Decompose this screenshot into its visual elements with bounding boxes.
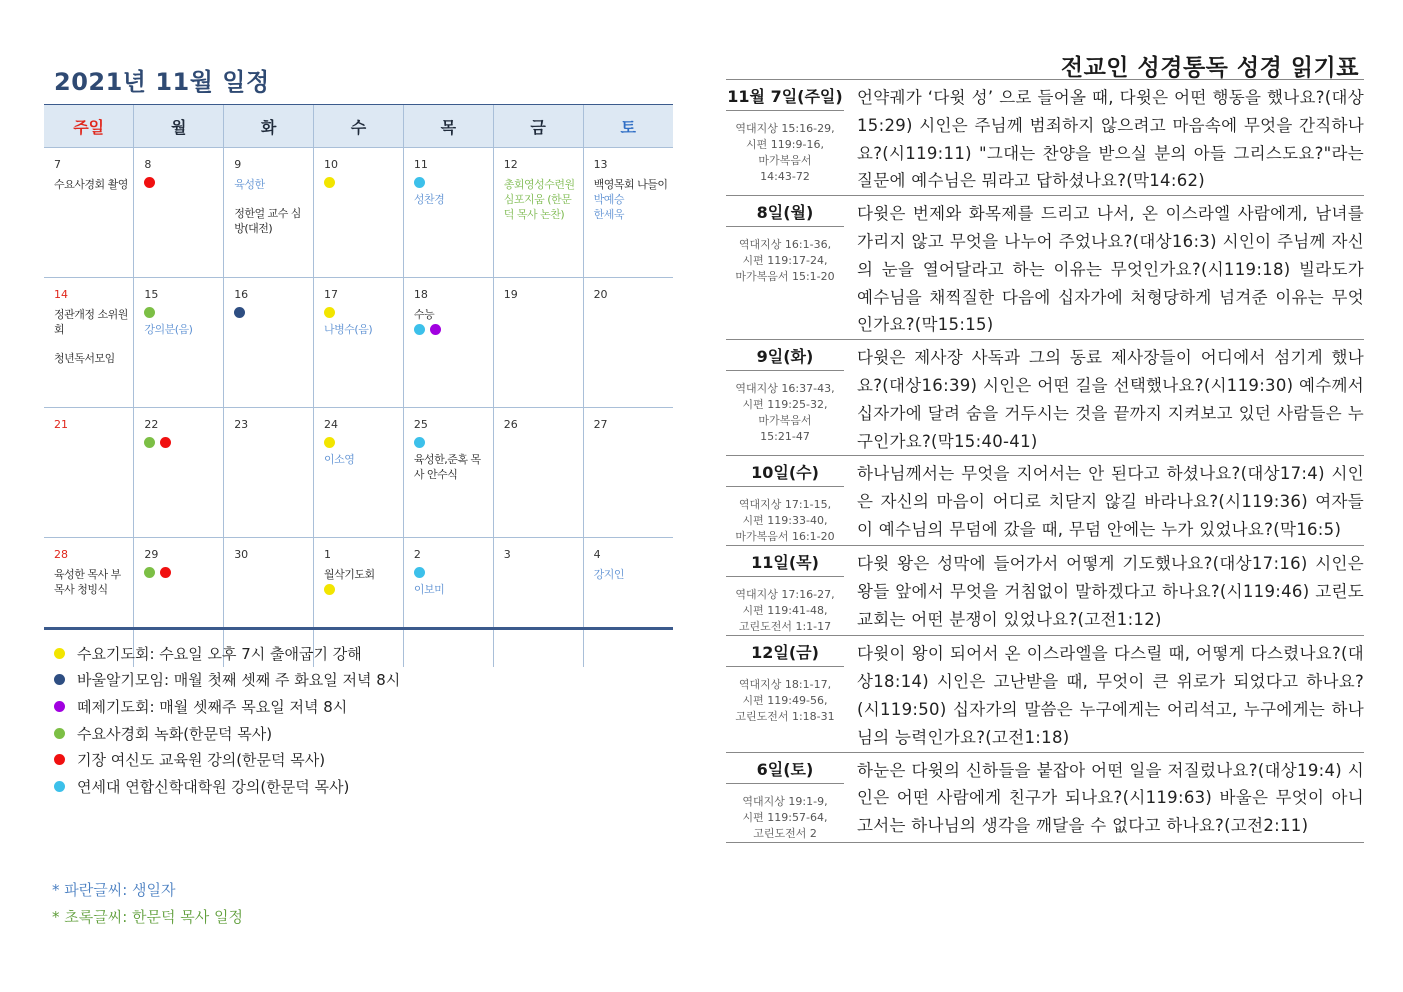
day-number: 29 <box>144 548 159 561</box>
weekday-thu: 목 <box>403 105 493 148</box>
event-dots <box>144 177 219 189</box>
legend <box>54 640 400 800</box>
calendar-day <box>134 278 224 408</box>
reading-passages <box>726 111 844 185</box>
reading-date: 8일(월) <box>726 200 844 227</box>
reading-date: 11월 7일(주일) <box>726 84 844 111</box>
legend-item <box>54 773 400 800</box>
weekday-wed: 수 <box>314 105 404 148</box>
day-number: 22 <box>144 418 159 431</box>
legend-label: 바울알기모임: 매월 첫째 셋째 주 화요일 저녁 8시 <box>77 671 401 690</box>
day-number: 26 <box>503 418 518 431</box>
calendar-week <box>44 148 673 278</box>
calendar-event: 육성한,준혹 목사 안수식 <box>413 453 481 481</box>
reading-date-cell <box>726 636 844 751</box>
calendar-day <box>134 148 224 278</box>
day-number: 11 <box>413 158 428 171</box>
day-number: 10 <box>324 158 339 171</box>
passage-line: 마가복음서 <box>758 154 812 167</box>
passage-line: 역대지상 16:37-43, <box>735 382 835 396</box>
reading-passages <box>726 577 844 635</box>
calendar-body <box>44 148 673 668</box>
calendar-day <box>44 408 134 538</box>
green-dot-icon <box>144 437 155 448</box>
navy-dot-icon <box>54 674 65 685</box>
reading-row <box>726 340 1364 456</box>
calendar-day <box>403 278 493 408</box>
reading-date: 12일(금) <box>726 640 844 667</box>
event-dots <box>234 307 309 319</box>
red-dot-icon <box>144 177 155 188</box>
calendar-day <box>403 148 493 278</box>
calendar-day <box>314 408 404 538</box>
legend-label: 연세대 연합신학대학원 강의(한문덕 목사) <box>77 777 350 796</box>
calendar-day <box>314 148 404 278</box>
day-number: 2 <box>413 548 421 561</box>
calendar-day <box>314 278 404 408</box>
red-dot-icon <box>160 437 171 448</box>
passage-line: 고린도전서 2 <box>753 826 817 840</box>
yellow-dot-icon <box>324 177 335 188</box>
event-dots <box>324 177 399 189</box>
calendar-grid <box>44 105 673 667</box>
weekday-mon: 월 <box>134 105 224 148</box>
calendar-event: 박예승 <box>593 193 624 206</box>
cyan-dot-icon <box>414 567 425 578</box>
calendar-week <box>44 408 673 538</box>
reading-row <box>726 636 1364 752</box>
passage-line: 시편 119:17-24, <box>742 254 828 268</box>
legend-item <box>54 667 400 694</box>
reading-passages <box>726 667 844 725</box>
reading-date-cell <box>726 753 844 842</box>
passage-line: 역대지상 17:1-15, <box>738 498 832 512</box>
event-dots <box>324 307 399 319</box>
calendar-day <box>44 278 134 408</box>
reading-date: 6일(토) <box>726 757 844 784</box>
weekday-tue: 화 <box>224 105 314 148</box>
purple-dot-icon <box>54 701 65 712</box>
event-dots <box>414 567 489 579</box>
event-dots <box>144 567 219 579</box>
event-dots <box>414 177 489 189</box>
day-number: 7 <box>54 158 61 171</box>
calendar-event: 월삭기도회 <box>324 568 375 581</box>
reading-title: 전교인 성경통독 성경 읽기표 <box>1060 55 1359 81</box>
reading-table <box>726 79 1364 843</box>
purple-dot-icon <box>430 324 441 335</box>
note-line: * 파란글씨: 생일자 <box>52 881 176 899</box>
day-number: 25 <box>413 418 428 431</box>
reading-date-cell <box>726 456 844 545</box>
reading-passages <box>726 784 844 842</box>
day-number: 21 <box>54 418 68 431</box>
calendar-day <box>403 538 493 668</box>
passage-line: 시편 119:33-40, <box>742 514 828 528</box>
calendar-day <box>224 148 314 278</box>
reading-questions: 다윗은 제사장 사독과 그의 동료 제사장들이 어디에서 섬기게 했나요?(대상16:39) 시인은 어떤 길을 선택했나요?(시119:30) 예수께서 십자가에 달려 숨을 거두시는 것을 끝까지 지켜보고 있던 사람들은 누구인가요?(막15:40-41) <box>857 348 1364 451</box>
day-number: 28 <box>54 548 68 561</box>
event-dots <box>414 324 489 336</box>
calendar-day <box>134 408 224 538</box>
legend-item <box>54 640 400 667</box>
day-number: 18 <box>413 288 428 301</box>
cyan-dot-icon <box>414 177 425 188</box>
event-dots <box>324 584 399 596</box>
notes <box>52 877 243 931</box>
cyan-dot-icon <box>54 781 65 792</box>
legend-label: 떼제기도회: 매월 셋째주 목요일 저녁 8시 <box>77 697 348 716</box>
day-number: 8 <box>144 158 152 171</box>
calendar-event: 정관개정 소위원회 <box>54 308 128 336</box>
calendar-event: 강의분(음) <box>144 323 193 336</box>
day-number: 9 <box>234 158 242 171</box>
calendar-event: 이보미 <box>413 583 445 596</box>
day-number: 30 <box>234 548 249 561</box>
calendar-day <box>583 148 673 278</box>
passage-line: 역대지상 15:16-29, <box>735 122 835 135</box>
reading-date-cell <box>726 546 844 635</box>
reading-questions: 다윗은 번제와 화목제를 드리고 나서, 온 이스라엘 사람에게, 남녀를 가리지 않고 무엇을 나누어 주었나요?(대상16:3) 시인이 주님께 자신의 눈을 열어달라고 하는 이유는 무엇인가요?(시119:18) 빌라도가 예수님을 채찍질한 다음에 십자가에 처형당하게 넘겨준 이유는 무엇인가요?(막15:15) <box>857 204 1364 335</box>
day-number: 4 <box>593 548 601 561</box>
reading-date: 10일(수) <box>726 460 844 487</box>
calendar-event: 수능 <box>413 308 435 321</box>
calendar-event: 수요사경회 촬영 <box>54 178 128 191</box>
calendar-day <box>44 148 134 278</box>
calendar-event: 이소영 <box>324 453 355 466</box>
calendar-event: 정한얼 교수 심방(대전) <box>234 207 301 235</box>
red-dot-icon <box>160 567 171 578</box>
calendar-day <box>493 148 583 278</box>
calendar-title: 2021년 11월 일정 <box>54 68 270 96</box>
yellow-dot-icon <box>54 648 65 659</box>
passage-line: 시편 119:9-16, <box>746 138 824 151</box>
navy-dot-icon <box>234 307 245 318</box>
legend-label: 기장 여신도 교육원 강의(한문덕 목사) <box>77 751 326 770</box>
weekday-sat: 토 <box>583 105 673 148</box>
event-dots <box>144 437 219 449</box>
passage-line: 역대지상 18:1-17, <box>738 678 832 692</box>
reading-row <box>726 80 1364 196</box>
passage-line: 고린도전서 1:18-31 <box>735 710 835 724</box>
weekday-header <box>44 105 673 148</box>
green-dot-icon <box>54 728 65 739</box>
calendar-event: 한세욱 <box>593 208 624 221</box>
yellow-dot-icon <box>324 437 335 448</box>
yellow-dot-icon <box>324 307 335 318</box>
calendar-day <box>583 278 673 408</box>
note-line: * 초록글씨: 한문덕 목사 일정 <box>52 908 244 926</box>
calendar-event: 강지인 <box>593 568 624 581</box>
passage-line: 시편 119:49-56, <box>742 694 828 708</box>
calendar-event: 백영목회 나들이 <box>593 178 668 191</box>
weekday-fri: 금 <box>493 105 583 148</box>
day-number: 14 <box>54 288 68 301</box>
legend-label: 수요사경회 녹화(한문덕 목사) <box>77 724 273 743</box>
calendar-event: 총회영성수련원 심포지움 (한문덕 목사 논찬) <box>503 178 575 221</box>
calendar-week <box>44 278 673 408</box>
event-dots <box>324 437 399 449</box>
reading-row <box>726 546 1364 636</box>
passage-line: 마가복음서 16:1-20 <box>735 530 835 544</box>
reading-questions: 하눈은 다윗의 신하들을 붙잡아 어떤 일을 저질렀나요?(대상19:4) 시인은 어떤 사람에게 친구가 되나요?(시119:63) 바울은 무엇이 아니고서는 하나님의 생각을 깨달을 수 없다고 하나요?(고전2:11) <box>857 760 1364 836</box>
reading-passages <box>726 227 844 285</box>
passage-line: 시편 119:25-32, <box>742 398 828 412</box>
calendar-event: 나병수(음) <box>324 323 373 336</box>
calendar-day <box>493 408 583 538</box>
day-number: 20 <box>593 288 608 301</box>
calendar-event: 육성한 목사 부목사 청빙식 <box>54 568 121 596</box>
day-number: 23 <box>234 418 249 431</box>
legend-label: 수요기도회: 수요일 오후 7시 출애굽기 강해 <box>77 644 362 663</box>
red-dot-icon <box>54 754 65 765</box>
green-dot-icon <box>144 567 155 578</box>
passage-line: 고린도전서 1:1-17 <box>738 620 832 634</box>
day-number: 3 <box>503 548 511 561</box>
calendar-day <box>403 408 493 538</box>
calendar-day <box>493 538 583 668</box>
legend-item <box>54 746 400 773</box>
passage-line: 15:21-47 <box>760 430 810 444</box>
legend-item <box>54 720 400 747</box>
passage-line: 마가복음서 <box>758 414 812 428</box>
reading-questions: 다윗이 왕이 되어서 온 이스라엘을 다스릴 때, 어떻게 다스렸나요?(대상18:14) 시인은 고난받을 때, 무엇이 큰 위로가 되었다고 하나요?(시119:50) 십자가의 말씀은 누구에게는 어리석고, 누구에게는 하나님의 능력인가요?(고전1:18) <box>857 644 1364 747</box>
passage-line: 시편 119:41-48, <box>742 604 828 618</box>
calendar-day <box>583 408 673 538</box>
passage-line: 역대지상 16:1-36, <box>738 238 832 252</box>
weekday-sun: 주일 <box>44 105 134 148</box>
passage-line: 시편 119:57-64, <box>742 810 828 824</box>
reading-date-cell <box>726 80 844 195</box>
day-number: 15 <box>144 288 159 301</box>
reading-date: 9일(화) <box>726 344 844 371</box>
reading-passages <box>726 371 844 445</box>
day-number: 27 <box>593 418 608 431</box>
calendar-day <box>224 278 314 408</box>
day-number: 1 <box>324 548 332 561</box>
calendar-event: 육성한 <box>234 178 265 191</box>
event-dots <box>144 307 219 319</box>
day-number: 17 <box>324 288 339 301</box>
legend-item <box>54 693 400 720</box>
day-number: 19 <box>503 288 518 301</box>
day-number: 24 <box>324 418 339 431</box>
reading-questions: 하나님께서는 무엇을 지어서는 안 된다고 하셨나요?(대상17:4) 시인은 자신의 마음이 어디로 치닫지 않길 바라나요?(시119:36) 여자들이 예수님의 무덤에 갔을 때, 무덤 안에는 누가 있었나요?(막16:5) <box>857 464 1364 539</box>
calendar-event: 성찬경 <box>413 193 445 206</box>
event-dots <box>414 437 489 449</box>
passage-line: 역대지상 19:1-9, <box>742 794 828 808</box>
calendar-event: 청년독서모임 <box>54 352 115 365</box>
day-number: 16 <box>234 288 249 301</box>
calendar-day <box>583 538 673 668</box>
day-number: 13 <box>593 158 608 171</box>
reading-row <box>726 456 1364 546</box>
calendar-day <box>493 278 583 408</box>
yellow-dot-icon <box>324 584 335 595</box>
reading-date-cell <box>726 340 844 455</box>
passage-line: 14:43-72 <box>760 170 810 183</box>
passage-line: 역대지상 17:16-27, <box>735 588 835 602</box>
day-number: 12 <box>503 158 518 171</box>
reading-date: 11일(목) <box>726 550 844 577</box>
reading-row <box>726 753 1364 843</box>
green-dot-icon <box>144 307 155 318</box>
reading-row <box>726 196 1364 340</box>
reading-passages <box>726 487 844 545</box>
passage-line: 마가복음서 15:1-20 <box>735 270 835 284</box>
calendar-day <box>224 408 314 538</box>
reading-questions: 다윗 왕은 성막에 들어가서 어떻게 기도했나요?(대상17:16) 시인은 왕들 앞에서 무엇을 거침없이 말하겠다고 하나요?(시119:46) 고린도교회는 어떤 분쟁이 있었나요?(고전1:12) <box>857 554 1364 629</box>
calendar-bottom-rule <box>44 627 673 630</box>
cyan-dot-icon <box>414 437 425 448</box>
cyan-dot-icon <box>414 324 425 335</box>
reading-date-cell <box>726 196 844 339</box>
reading-questions: 언약궤가 ‘다윗 성’ 으로 들어올 때, 다윗은 어떤 행동을 했나요?(대상15:29) 시인은 주님께 범죄하지 않으려고 마음속에 무엇을 간직하나요?(시119:11) "그대는 찬양을 받으실 분의 아들 그리스도요?"라는 질문에 예수님은 뭐라고 답하셨나요?(막14:62) <box>857 88 1364 191</box>
